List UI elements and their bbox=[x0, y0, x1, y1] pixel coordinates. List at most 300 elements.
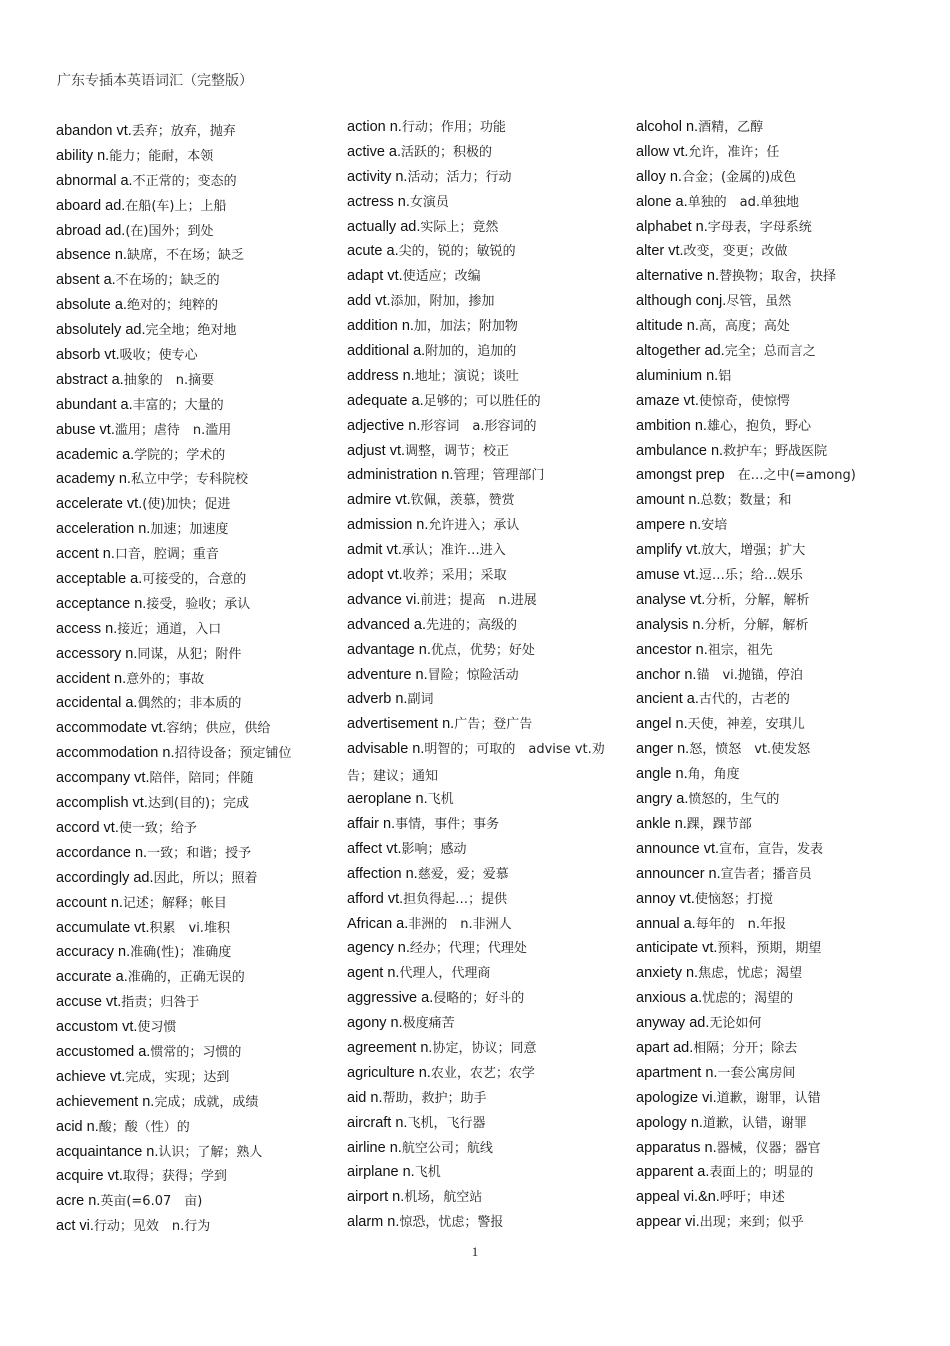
vocab-definition: 在…之中(=among) bbox=[724, 468, 856, 484]
vocab-entry bbox=[56, 168, 336, 193]
vocab-entry bbox=[56, 815, 336, 840]
vocab-definition: 添加，附加，掺加 bbox=[390, 294, 495, 310]
vocab-definition: 使惊奇，使惊愕 bbox=[698, 393, 790, 409]
vocab-entry bbox=[347, 811, 627, 836]
vocab-definition: 极度痛苦 bbox=[402, 1016, 455, 1032]
vocab-word: abnormal a. bbox=[56, 172, 133, 189]
vocab-entry bbox=[636, 911, 916, 936]
vocab-definition: 飞机，飞行器 bbox=[407, 1115, 486, 1131]
page-number: 1 bbox=[471, 1244, 479, 1259]
vocab-definition: 逗…乐；给…娱乐 bbox=[698, 568, 803, 584]
vocab-entry bbox=[636, 786, 916, 811]
vocab-entry bbox=[56, 367, 336, 392]
vocab-definition: 分析，分解，解析 bbox=[705, 592, 810, 608]
vocab-definition: 酸；酸（性）的 bbox=[98, 1119, 190, 1135]
vocab-entry bbox=[636, 438, 916, 463]
vocab-word: anxious a. bbox=[636, 990, 703, 1007]
vocab-definition: 明智的；可取的 advise vt.劝告；建议；通知 bbox=[347, 742, 605, 785]
vocab-word: alternative n. bbox=[636, 268, 720, 285]
vocab-definition: 不在场的；缺乏的 bbox=[115, 273, 220, 289]
vocab-word: accident n. bbox=[56, 670, 127, 687]
vocab-definition: 器械，仪器；器官 bbox=[716, 1140, 821, 1156]
vocab-word: absorb vt. bbox=[56, 347, 120, 364]
vocab-definition: 安培 bbox=[701, 518, 728, 534]
vocab-word: amplify vt. bbox=[636, 542, 702, 559]
vocab-definition: 一致；和谐；授予 bbox=[147, 845, 252, 861]
vocab-definition: 行动；作用；功能 bbox=[401, 120, 506, 135]
vocab-word: acre n. bbox=[56, 1193, 101, 1210]
vocab-word: ancient a. bbox=[636, 691, 699, 708]
vocab-entry bbox=[56, 1163, 336, 1188]
vocab-entry bbox=[636, 363, 916, 388]
vocab-definition: 雄心，抱负，野心 bbox=[706, 418, 811, 434]
vocab-definition: 认识；了解；熟人 bbox=[158, 1144, 263, 1160]
vocab-entry bbox=[347, 911, 627, 936]
vocab-entry bbox=[56, 890, 336, 915]
vocab-word: annual a. bbox=[636, 915, 696, 932]
vocab-entry bbox=[56, 566, 336, 591]
vocab-entry bbox=[56, 765, 336, 790]
vocab-word: announcer n. bbox=[636, 865, 721, 882]
vocab-word: academy n. bbox=[56, 471, 131, 488]
vocab-definition: 丰富的；大量的 bbox=[132, 397, 224, 413]
vocab-definition: 同谋，从犯；附件 bbox=[137, 646, 242, 662]
vocab-definition: 足够的；可以胜任的 bbox=[423, 393, 541, 409]
vocab-definition: 钦佩，羡慕，赞赏 bbox=[410, 493, 515, 509]
vocab-definition: 接近；通道，入口 bbox=[117, 621, 222, 637]
vocab-definition: 农业，农艺；农学 bbox=[430, 1065, 535, 1081]
vocab-entry bbox=[636, 761, 916, 786]
vocab-definition: 高，高度；高处 bbox=[698, 319, 790, 335]
vocab-definition: 表面上的；明显的 bbox=[709, 1165, 814, 1181]
vocab-word: access n. bbox=[56, 620, 118, 637]
vocab-definition: 口音，腔调；重音 bbox=[114, 547, 219, 563]
vocab-word: abroad ad. bbox=[56, 222, 126, 239]
vocab-entry bbox=[347, 861, 627, 886]
vocab-entry bbox=[347, 637, 627, 662]
vocab-entry bbox=[347, 587, 627, 612]
vocab-word: add vt. bbox=[347, 293, 391, 310]
vocab-word: abstract a. bbox=[56, 371, 124, 388]
vocab-entry bbox=[347, 786, 627, 811]
vocab-word: aggressive a. bbox=[347, 990, 434, 1007]
vocab-definition: 铝 bbox=[718, 368, 732, 384]
vocab-definition: 前进；提高 n.进展 bbox=[420, 592, 537, 608]
vocab-entry bbox=[56, 466, 336, 491]
vocab-entry bbox=[636, 935, 916, 960]
vocab-word: act vi. bbox=[56, 1218, 94, 1235]
vocab-word: accessory n. bbox=[56, 645, 138, 662]
vocab-entry bbox=[636, 886, 916, 911]
vocab-definition: 加速；加速度 bbox=[150, 522, 229, 538]
vocab-word: appeal vi.&n. bbox=[636, 1189, 720, 1206]
vocab-entry bbox=[636, 1184, 916, 1209]
vocab-word: apartment n. bbox=[636, 1064, 718, 1081]
vocab-definition: 酒精，乙醇 bbox=[698, 120, 764, 135]
vocab-word: absent a. bbox=[56, 272, 116, 289]
vocab-word: abuse vt. bbox=[56, 421, 115, 438]
vocab-definition: 准确(性)；准确度 bbox=[130, 945, 232, 961]
vocab-entry bbox=[56, 1139, 336, 1164]
vocab-word: amaze vt. bbox=[636, 392, 699, 409]
vocab-entry bbox=[56, 118, 336, 143]
vocab-entry bbox=[347, 1135, 627, 1160]
vocab-word: although conj. bbox=[636, 293, 727, 310]
vocab-entry bbox=[56, 591, 336, 616]
vocab-entry bbox=[636, 388, 916, 413]
vocab-entry bbox=[56, 417, 336, 442]
vocab-word: agriculture n. bbox=[347, 1064, 431, 1081]
vocab-word: adverb n. bbox=[347, 691, 408, 708]
vocab-word: airport n. bbox=[347, 1189, 405, 1206]
vocab-entry bbox=[636, 1085, 916, 1110]
vocab-entry bbox=[636, 960, 916, 985]
vocab-word: accompany vt. bbox=[56, 770, 150, 787]
vocab-entry bbox=[56, 516, 336, 541]
vocab-word: affect vt. bbox=[347, 840, 402, 857]
vocab-definition: 帮助，救护；助手 bbox=[382, 1090, 487, 1106]
vocab-entry bbox=[636, 487, 916, 512]
vocab-word: alone a. bbox=[636, 193, 688, 210]
vocab-definition: 使习惯 bbox=[137, 1020, 177, 1036]
vocab-entry bbox=[56, 442, 336, 467]
vocab-entry bbox=[56, 392, 336, 417]
vocab-entry bbox=[347, 1085, 627, 1110]
vocab-entry bbox=[347, 886, 627, 911]
vocab-definition: 允许，准许；任 bbox=[688, 144, 780, 160]
vocab-entry bbox=[347, 114, 627, 139]
vocab-word: aid n. bbox=[347, 1089, 383, 1106]
vocab-entry bbox=[347, 363, 627, 388]
vocab-definition: (在)国外；到处 bbox=[125, 223, 214, 239]
vocab-definition: 不正常的；变态的 bbox=[132, 173, 237, 189]
vocab-entry bbox=[347, 836, 627, 861]
vocab-entry bbox=[56, 964, 336, 989]
vocab-entry bbox=[347, 736, 609, 786]
vocab-entry bbox=[347, 238, 627, 263]
vocab-word: academic a. bbox=[56, 446, 135, 463]
vocab-entry bbox=[636, 139, 916, 164]
vocab-definition: 收养；采用；采取 bbox=[402, 568, 507, 584]
vocab-definition: 愤怒的，生气的 bbox=[688, 792, 780, 808]
vocab-entry bbox=[636, 338, 916, 363]
vocab-entry bbox=[56, 1064, 336, 1089]
vocab-word: analysis n. bbox=[636, 616, 705, 633]
vocab-entry bbox=[636, 263, 916, 288]
vocab-word: amongst prep bbox=[636, 467, 725, 484]
vocab-entry bbox=[636, 164, 916, 189]
vocab-definition: 飞机 bbox=[414, 1165, 441, 1181]
vocab-definition: 救护车；野战医院 bbox=[723, 443, 828, 459]
vocab-word: agreement n. bbox=[347, 1039, 433, 1056]
vocab-entry bbox=[347, 711, 627, 736]
vocab-definition: 分析，分解，解析 bbox=[704, 617, 809, 633]
vocab-definition: 踝，踝节部 bbox=[686, 816, 752, 832]
vocab-entry bbox=[347, 263, 627, 288]
vocab-word: ancestor n. bbox=[636, 641, 708, 658]
vocab-definition: 一套公寓房间 bbox=[717, 1065, 796, 1081]
vocab-word: active a. bbox=[347, 143, 401, 160]
vocab-definition: 宣布，宣告，发表 bbox=[719, 841, 824, 857]
vocab-word: apparent a. bbox=[636, 1164, 710, 1181]
vocab-word: airplane n. bbox=[347, 1164, 415, 1181]
vocab-word: advisable n. bbox=[347, 741, 425, 758]
vocab-word: adventure n. bbox=[347, 666, 428, 683]
vocab-definition: 字母表，字母系统 bbox=[707, 219, 812, 235]
vocab-definition: 事情，事件；事务 bbox=[395, 816, 500, 832]
vocab-entry bbox=[56, 939, 336, 964]
vocab-entry bbox=[347, 438, 627, 463]
vocab-definition: 形容词 a.形容词的 bbox=[420, 418, 537, 434]
vocab-definition: 在船(车)上；上船 bbox=[125, 198, 227, 214]
vocab-word: adopt vt. bbox=[347, 567, 403, 584]
vocab-entry bbox=[347, 1010, 627, 1035]
vocab-word: accordingly ad. bbox=[56, 869, 154, 886]
vocab-entry bbox=[56, 541, 336, 566]
vocab-entry bbox=[636, 662, 916, 687]
vocab-entry bbox=[347, 487, 627, 512]
vocab-definition: 非洲的 n.非洲人 bbox=[408, 916, 512, 932]
vocab-entry bbox=[636, 288, 916, 313]
vocab-word: aeroplane n. bbox=[347, 791, 428, 808]
vocab-entry bbox=[56, 342, 336, 367]
vocab-entry bbox=[56, 292, 336, 317]
vocab-word: anchor n. bbox=[636, 666, 697, 683]
vocab-definition: 冒险；惊险活动 bbox=[427, 667, 519, 683]
vocab-definition: 使适应；改编 bbox=[402, 269, 481, 285]
vocab-word: appear vi. bbox=[636, 1214, 700, 1231]
vocab-definition: 学院的；学术的 bbox=[134, 447, 226, 463]
vocab-definition: 记述；解释；帐目 bbox=[122, 895, 227, 911]
vocab-definition: 管理；管理部门 bbox=[453, 468, 545, 484]
vocab-word: advanced a. bbox=[347, 616, 427, 633]
vocab-word: agent n. bbox=[347, 965, 400, 982]
vocab-word: alter vt. bbox=[636, 243, 684, 260]
vocab-entry bbox=[347, 1110, 627, 1135]
vocab-word: anticipate vt. bbox=[636, 940, 718, 957]
vocab-definition: 机场，航空站 bbox=[404, 1190, 483, 1206]
vocab-entry bbox=[347, 413, 627, 438]
vocab-definition: 优点，优势；好处 bbox=[430, 642, 535, 658]
vocab-entry bbox=[636, 562, 916, 587]
vocab-word: aircraft n. bbox=[347, 1114, 408, 1131]
vocab-word: account n. bbox=[56, 894, 123, 911]
vocab-word: affection n. bbox=[347, 865, 418, 882]
vocab-definition: 无论如何 bbox=[709, 1016, 762, 1032]
vocab-word: angry a. bbox=[636, 791, 689, 808]
vocab-word: alcohol n. bbox=[636, 119, 699, 135]
vocab-word: anger n. bbox=[636, 741, 690, 758]
vocab-entry bbox=[636, 811, 916, 836]
vocab-definition: 合金；(金属的)成色 bbox=[681, 169, 797, 185]
vocab-definition: 取得；获得；学到 bbox=[122, 1169, 227, 1185]
vocab-entry bbox=[636, 1209, 916, 1234]
vocab-definition: 副词 bbox=[407, 692, 434, 708]
vocab-definition: 调整，调节；校正 bbox=[405, 443, 510, 459]
vocab-entry bbox=[347, 164, 627, 189]
vocab-entry bbox=[636, 1135, 916, 1160]
vocab-definition: 飞机 bbox=[427, 792, 454, 808]
vocab-word: achieve vt. bbox=[56, 1068, 126, 1085]
vocab-entry bbox=[56, 1014, 336, 1039]
vocab-entry bbox=[347, 960, 627, 985]
vocab-word: accumulate vt. bbox=[56, 919, 150, 936]
vocab-word: address n. bbox=[347, 367, 415, 384]
vocab-definition: 宣告者；播音员 bbox=[720, 866, 812, 882]
vocab-entry bbox=[56, 616, 336, 641]
vocab-definition: 英亩(=6.07 亩) bbox=[100, 1194, 203, 1210]
vocab-entry bbox=[56, 1213, 336, 1238]
vocab-word: accuracy n. bbox=[56, 944, 131, 961]
vocab-definition: 使恼怒；打搅 bbox=[694, 891, 773, 907]
vocab-word: administration n. bbox=[347, 467, 454, 484]
vocab-entry bbox=[56, 143, 336, 168]
vocab-entry bbox=[347, 189, 627, 214]
vocab-definition: 出现；来到；似乎 bbox=[699, 1215, 804, 1231]
vocab-word: alarm n. bbox=[347, 1214, 400, 1231]
vocab-entry bbox=[636, 1159, 916, 1184]
vocab-definition: 活动；活力；行动 bbox=[407, 169, 512, 185]
vocab-definition: 积累 vi.堆积 bbox=[149, 920, 230, 936]
vocab-entry bbox=[636, 214, 916, 239]
vocab-word: absolutely ad. bbox=[56, 322, 146, 339]
vocab-entry bbox=[56, 317, 336, 342]
vocab-definition: 忧虑的；渴望的 bbox=[702, 991, 794, 1007]
vocab-entry bbox=[347, 935, 627, 960]
vocab-definition: 尽管，虽然 bbox=[726, 294, 792, 310]
vocab-column-2 bbox=[347, 114, 627, 1234]
vocab-entry bbox=[347, 562, 627, 587]
vocab-word: ampere n. bbox=[636, 517, 702, 534]
vocab-definition: 加，加法；附加物 bbox=[413, 319, 518, 335]
vocab-definition: 陪伴，陪同；伴随 bbox=[149, 771, 254, 787]
vocab-word: absolute a. bbox=[56, 297, 127, 314]
vocab-definition: 吸收；使专心 bbox=[119, 348, 198, 364]
vocab-word: activity n. bbox=[347, 168, 408, 185]
vocab-definition: 替换物；取舍，抉择 bbox=[719, 269, 837, 285]
vocab-definition: 因此，所以；照着 bbox=[153, 870, 258, 886]
vocab-word: amount n. bbox=[636, 492, 701, 509]
vocab-definition: 女演员 bbox=[409, 194, 449, 210]
vocab-definition: 偶然的；非本质的 bbox=[137, 696, 242, 712]
vocab-entry bbox=[56, 989, 336, 1014]
vocab-word: acquire vt. bbox=[56, 1168, 123, 1185]
vocab-word: adapt vt. bbox=[347, 268, 403, 285]
vocab-word: accidental a. bbox=[56, 695, 138, 712]
vocab-word: admission n. bbox=[347, 517, 429, 534]
vocab-word: admire vt. bbox=[347, 492, 411, 509]
vocab-entry bbox=[347, 288, 627, 313]
vocab-definition: 容纳；供应，供给 bbox=[166, 721, 271, 737]
vocab-entry bbox=[347, 662, 627, 687]
vocab-entry bbox=[56, 915, 336, 940]
vocab-definition: 准确的，正确无误的 bbox=[127, 970, 245, 986]
vocab-definition: 实际上；竟然 bbox=[420, 219, 499, 235]
vocab-entry bbox=[56, 1114, 336, 1139]
vocab-definition: 完成；成就，成绩 bbox=[154, 1094, 259, 1110]
vocab-word: accelerate vt. bbox=[56, 496, 143, 513]
vocab-entry bbox=[347, 139, 627, 164]
vocab-word: angle n. bbox=[636, 766, 688, 783]
vocab-word: accordance n. bbox=[56, 844, 148, 861]
vocab-definition: 完全；总而言之 bbox=[724, 344, 816, 360]
vocab-definition: 行动；见效 n.行为 bbox=[93, 1219, 211, 1235]
vocab-entry bbox=[636, 1035, 916, 1060]
vocab-definition: 广告；登广告 bbox=[454, 717, 533, 733]
vocab-word: anyway ad. bbox=[636, 1015, 710, 1032]
page-header: 广东专插本英语词汇（完整版） bbox=[57, 73, 253, 89]
vocab-word: advance vi. bbox=[347, 591, 421, 608]
vocab-entry bbox=[347, 388, 627, 413]
vocab-word: apologize vi. bbox=[636, 1089, 717, 1106]
vocab-definition: 航空公司；航线 bbox=[401, 1140, 493, 1156]
vocab-entry bbox=[636, 861, 916, 886]
vocab-word: abundant a. bbox=[56, 396, 133, 413]
vocab-entry bbox=[56, 267, 336, 292]
vocab-word: afford vt. bbox=[347, 890, 404, 907]
vocab-word: African a. bbox=[347, 915, 409, 932]
vocab-word: ankle n. bbox=[636, 815, 687, 832]
vocab-word: angel n. bbox=[636, 716, 688, 733]
vocab-definition: 天使，神差，安琪儿 bbox=[687, 717, 805, 733]
vocab-word: advantage n. bbox=[347, 641, 431, 658]
vocab-definition: 锚 vi.抛锚，停泊 bbox=[696, 667, 803, 683]
vocab-word: accomplish vt. bbox=[56, 795, 148, 812]
vocab-definition: 单独的 ad.单独地 bbox=[687, 194, 799, 210]
vocab-definition: 承认；准许…进入 bbox=[401, 543, 506, 559]
vocab-definition: (使)加快；促进 bbox=[142, 497, 231, 513]
vocab-word: action n. bbox=[347, 119, 402, 135]
vocab-entry bbox=[347, 214, 627, 239]
vocab-word: accent n. bbox=[56, 546, 115, 563]
vocab-definition: 意外的；事故 bbox=[126, 671, 205, 687]
vocab-entry bbox=[347, 686, 627, 711]
vocab-word: allow vt. bbox=[636, 143, 689, 160]
vocab-definition: 代理人，代理商 bbox=[399, 966, 491, 982]
vocab-word: amuse vt. bbox=[636, 567, 699, 584]
vocab-word: altitude n. bbox=[636, 318, 699, 335]
vocab-word: accuse vt. bbox=[56, 994, 122, 1011]
vocab-entry bbox=[636, 985, 916, 1010]
vocab-definition: 角，角度 bbox=[687, 767, 740, 783]
vocab-definition: 相隔；分开；除去 bbox=[693, 1040, 798, 1056]
vocab-entry bbox=[636, 189, 916, 214]
vocab-word: adjust vt. bbox=[347, 442, 406, 459]
vocab-definition: 丢弃；放弃，抛弃 bbox=[131, 124, 236, 139]
vocab-definition: 尖的，锐的；敏锐的 bbox=[398, 244, 516, 260]
vocab-entry bbox=[56, 790, 336, 815]
vocab-entry bbox=[56, 218, 336, 243]
vocab-definition: 协定，协议；同意 bbox=[432, 1040, 537, 1056]
vocab-word: acute a. bbox=[347, 243, 399, 260]
vocab-definition: 总数；数量；和 bbox=[700, 493, 792, 509]
vocab-column-3 bbox=[636, 114, 916, 1234]
vocab-entry bbox=[56, 193, 336, 218]
vocab-word: ambition n. bbox=[636, 417, 707, 434]
vocab-entry bbox=[347, 1184, 627, 1209]
vocab-definition: 每年的 n.年报 bbox=[695, 916, 787, 932]
vocab-definition: 改变，变更；改做 bbox=[683, 244, 788, 260]
vocab-entry bbox=[56, 1039, 336, 1064]
vocab-definition: 招待设备；预定铺位 bbox=[174, 746, 292, 762]
vocab-word: agency n. bbox=[347, 940, 410, 957]
vocab-word: additional a. bbox=[347, 343, 426, 360]
vocab-entry bbox=[636, 1010, 916, 1035]
vocab-entry bbox=[347, 512, 627, 537]
vocab-word: adequate a. bbox=[347, 392, 424, 409]
vocab-entry bbox=[636, 313, 916, 338]
vocab-word: actually ad. bbox=[347, 218, 421, 235]
